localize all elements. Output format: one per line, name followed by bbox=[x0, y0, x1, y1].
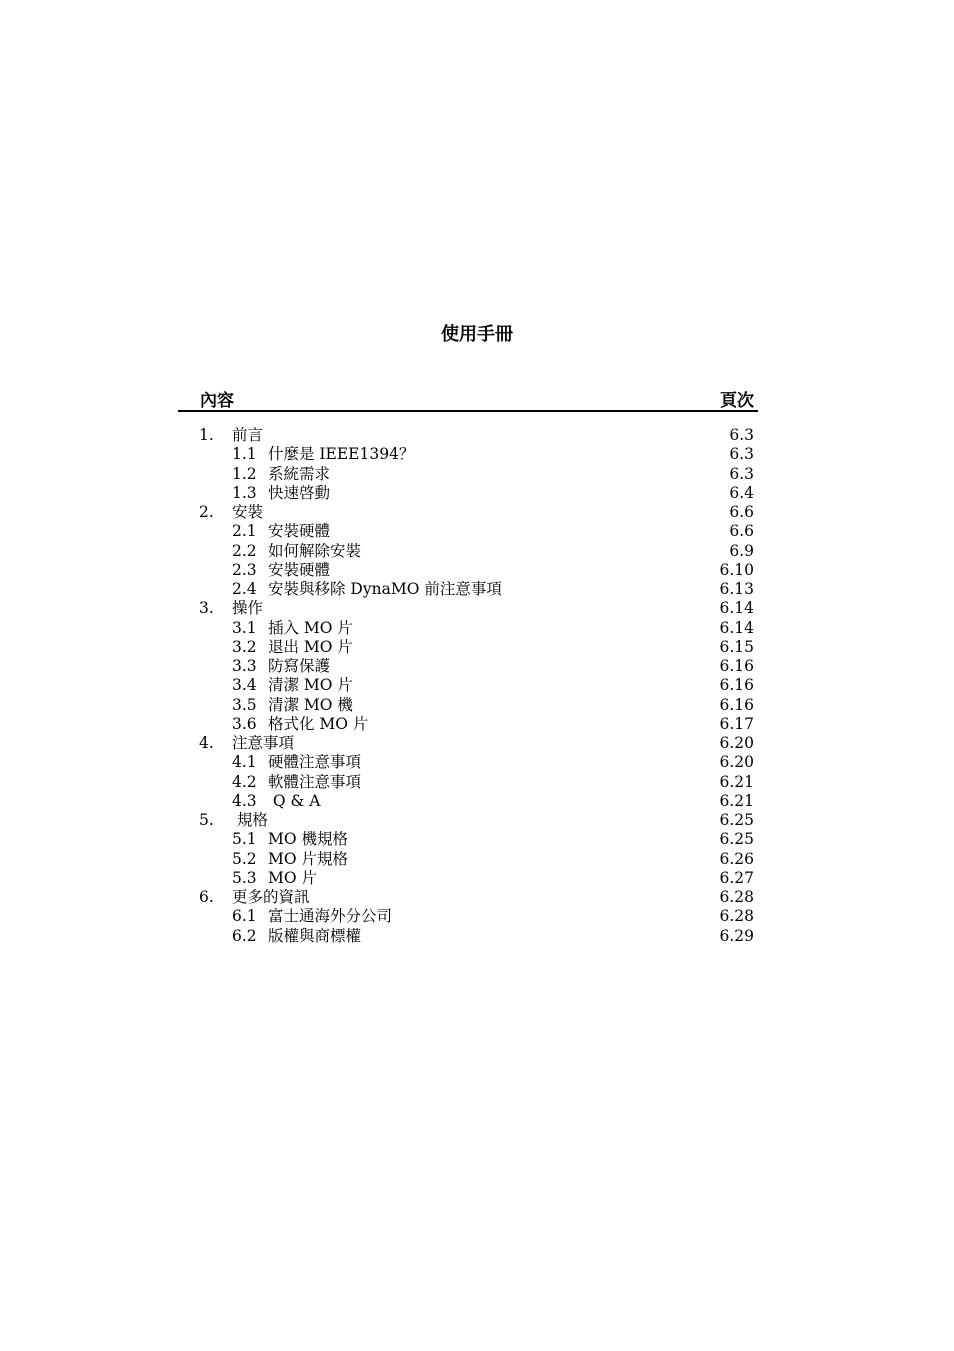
toc-page-number: 6.16 bbox=[719, 676, 754, 695]
toc-label: 防寫保護 bbox=[268, 657, 331, 675]
toc-label: 快速啓動 bbox=[268, 483, 331, 502]
toc-page-number: 6.16 bbox=[719, 695, 754, 714]
toc-label: 操作 bbox=[232, 599, 264, 618]
toc-label: 注意事項 bbox=[232, 734, 295, 752]
toc-label: 清潔 MO 機 bbox=[268, 695, 353, 714]
toc-number: 5.2 bbox=[232, 849, 257, 868]
toc-number: 5. bbox=[199, 811, 214, 829]
toc-subsection[interactable] bbox=[178, 445, 758, 464]
toc-subsection[interactable] bbox=[178, 773, 758, 792]
toc-label: 安裝硬體 bbox=[268, 560, 331, 579]
toc-subsection[interactable] bbox=[178, 676, 758, 695]
toc-label: 如何解除安裝 bbox=[268, 541, 362, 560]
toc-label: Q & A bbox=[268, 791, 321, 810]
toc-page-number: 6.14 bbox=[719, 618, 754, 637]
toc-label: 什麼是 IEEE1394？ bbox=[268, 445, 415, 464]
toc-number: 6. bbox=[199, 888, 214, 906]
toc-page-number: 6.16 bbox=[719, 657, 754, 675]
toc-page-number: 6.21 bbox=[719, 791, 754, 810]
toc-section[interactable] bbox=[178, 599, 758, 618]
toc-subsection[interactable] bbox=[178, 522, 758, 541]
toc-page-number: 6.25 bbox=[719, 811, 754, 829]
toc-page-number: 6.27 bbox=[719, 868, 754, 887]
toc-label: 規格 bbox=[232, 811, 268, 829]
toc-subsection[interactable] bbox=[178, 830, 758, 849]
toc-label: 更多的資訊 bbox=[232, 888, 310, 906]
toc-page-number: 6.20 bbox=[719, 753, 754, 772]
toc-number: 3.2 bbox=[232, 637, 257, 656]
toc-page-number: 6.20 bbox=[719, 734, 754, 752]
table-of-contents bbox=[178, 426, 758, 946]
toc-subsection[interactable] bbox=[178, 484, 758, 503]
toc-page-number: 6.28 bbox=[719, 907, 754, 926]
toc-page-number: 6.13 bbox=[719, 580, 754, 598]
toc-number: 4.3 bbox=[232, 791, 257, 810]
toc-subsection[interactable] bbox=[178, 715, 758, 734]
toc-page-number: 6.10 bbox=[719, 560, 754, 579]
toc-number: 3.4 bbox=[232, 676, 257, 695]
toc-label: 清潔 MO 片 bbox=[268, 676, 353, 695]
toc-label: 硬體注意事項 bbox=[268, 753, 362, 772]
toc-page-number: 6.3 bbox=[729, 426, 754, 444]
toc-subsection[interactable] bbox=[178, 869, 758, 888]
toc-page-number: 6.17 bbox=[719, 714, 754, 733]
toc-label: 插入 MO 片 bbox=[268, 618, 353, 637]
toc-subsection[interactable] bbox=[178, 542, 758, 561]
toc-label: 富士通海外分公司 bbox=[268, 907, 393, 926]
toc-subsection[interactable] bbox=[178, 792, 758, 811]
toc-number: 6.2 bbox=[232, 926, 257, 945]
toc-number: 1.2 bbox=[232, 464, 257, 483]
toc-label: 安裝硬體 bbox=[268, 522, 331, 541]
toc-subsection[interactable] bbox=[178, 638, 758, 657]
toc-label: 前言 bbox=[232, 426, 264, 444]
toc-number: 5.3 bbox=[232, 868, 257, 887]
toc-number: 1. bbox=[199, 426, 214, 444]
toc-section[interactable] bbox=[178, 503, 758, 522]
toc-subsection[interactable] bbox=[178, 927, 758, 946]
toc-number: 2.2 bbox=[232, 541, 257, 560]
toc-subsection[interactable] bbox=[178, 907, 758, 926]
toc-subsection[interactable] bbox=[178, 561, 758, 580]
toc-number: 2.3 bbox=[232, 560, 257, 579]
toc-header bbox=[178, 386, 758, 412]
toc-number: 1.3 bbox=[232, 483, 257, 502]
toc-subsection[interactable] bbox=[178, 465, 758, 484]
toc-page-number: 6.3 bbox=[729, 445, 754, 464]
toc-label: 軟體注意事項 bbox=[268, 772, 362, 791]
toc-label: 安裝 bbox=[232, 503, 264, 521]
toc-label: 版權與商標權 bbox=[268, 926, 362, 945]
toc-number: 3.1 bbox=[232, 618, 257, 637]
toc-subsection[interactable] bbox=[178, 696, 758, 715]
toc-label: MO 機規格 bbox=[268, 830, 349, 849]
toc-subsection[interactable] bbox=[178, 619, 758, 638]
toc-page-number: 6.29 bbox=[719, 926, 754, 945]
toc-number: 6.1 bbox=[232, 907, 257, 926]
toc-label: 退出 MO 片 bbox=[268, 637, 353, 656]
toc-label: 系統需求 bbox=[268, 464, 331, 483]
contents-heading: 內容 bbox=[200, 391, 234, 411]
toc-number: 3.6 bbox=[232, 714, 257, 733]
toc-section[interactable] bbox=[178, 811, 758, 830]
toc-page-number: 6.14 bbox=[719, 599, 754, 618]
toc-page-number: 6.6 bbox=[729, 503, 754, 521]
toc-number: 3. bbox=[199, 599, 214, 618]
toc-section[interactable] bbox=[178, 888, 758, 907]
toc-page-number: 6.9 bbox=[729, 541, 754, 560]
toc-label: 安裝與移除 DynaMO 前注意事項 bbox=[268, 580, 502, 598]
toc-section[interactable] bbox=[178, 734, 758, 753]
toc-label: MO 片規格 bbox=[268, 849, 349, 868]
toc-page-number: 6.21 bbox=[719, 772, 754, 791]
toc-page-number: 6.15 bbox=[719, 637, 754, 656]
toc-number: 4.1 bbox=[232, 753, 257, 772]
toc-page-number: 6.26 bbox=[719, 849, 754, 868]
toc-subsection[interactable] bbox=[178, 580, 758, 599]
toc-number: 2. bbox=[199, 503, 214, 521]
toc-subsection[interactable] bbox=[178, 753, 758, 772]
toc-number: 4.2 bbox=[232, 772, 257, 791]
toc-number: 2.1 bbox=[232, 522, 257, 541]
toc-section[interactable] bbox=[178, 426, 758, 445]
page-heading: 頁次 bbox=[720, 391, 754, 411]
toc-page-number: 6.28 bbox=[719, 888, 754, 906]
toc-page-number: 6.25 bbox=[719, 830, 754, 849]
toc-page-number: 6.6 bbox=[729, 522, 754, 541]
toc-label: 格式化 MO 片 bbox=[268, 714, 369, 733]
toc-page-number: 6.4 bbox=[729, 483, 754, 502]
toc-number: 4. bbox=[199, 734, 214, 752]
toc-number: 5.1 bbox=[232, 830, 257, 849]
page-title: 使用手冊 bbox=[441, 324, 513, 345]
toc-number: 2.4 bbox=[232, 580, 257, 598]
toc-label: MO 片 bbox=[268, 868, 318, 887]
toc-page-number: 6.3 bbox=[729, 464, 754, 483]
toc-number: 3.3 bbox=[232, 657, 257, 675]
toc-number: 3.5 bbox=[232, 695, 257, 714]
toc-subsection[interactable] bbox=[178, 657, 758, 676]
toc-number: 1.1 bbox=[232, 445, 257, 464]
toc-subsection[interactable] bbox=[178, 850, 758, 869]
